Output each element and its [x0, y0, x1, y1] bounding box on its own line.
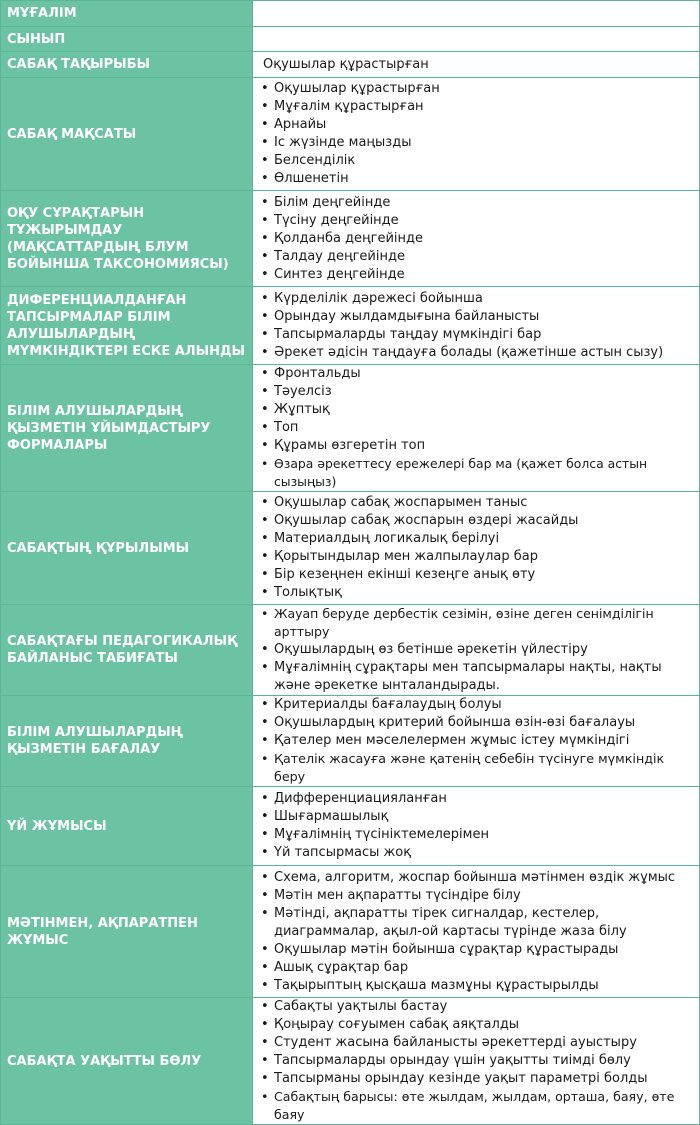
list-item: • Қателік жасауға және қатенің себебін түсінуге мүмкіндік беру: [257, 750, 695, 786]
row-pedagogical-connection: [1, 605, 700, 696]
row-content: [253, 605, 700, 696]
list-item: • Сабақты уақтылы бастау: [257, 998, 695, 1016]
row-homework: [1, 787, 700, 866]
list-item: • Құрамы өзгеретін топ: [257, 437, 695, 455]
bullet-list: [257, 696, 695, 786]
list-item: • Жұптық: [257, 401, 695, 419]
bullet-list: [257, 790, 695, 862]
list-item: • Толықтық: [257, 584, 695, 602]
list-item: • Әрекет әдісін таңдауға болады (қажетінше астын сызу): [257, 344, 695, 362]
row-content: [253, 696, 700, 787]
row-label: ОҚУ СҰРАҚТАРЫН ТҰЖЫРЫМДАУ (МАҚСАТТАРДЫҢ БЛУМ БОЙЫНША ТАКСОНОМИЯСЫ): [1, 191, 253, 287]
list-item: • Қателер мен мәселелермен жұмыс істеу мүмкіндігі: [257, 732, 695, 750]
row-content: [253, 78, 700, 191]
row-content: [253, 866, 700, 998]
row-class: [1, 27, 700, 52]
row-teacher: [1, 1, 700, 27]
list-item: • Шығармашылық: [257, 808, 695, 826]
list-item: • Үй тапсырмасы жоқ: [257, 844, 695, 862]
list-item: • Материалдың логикалық берілуі: [257, 530, 695, 548]
row-content-text: Оқушылар құрастырған: [253, 52, 700, 78]
row-content: [253, 191, 700, 287]
row-label: МӘТІНМЕН, АҚПАРАТПЕН ЖҰМЫС: [1, 866, 253, 998]
list-item: • Фронтальды: [257, 365, 695, 383]
list-item: • Сабақтың барысы: өте жылдам, жылдам, орташа, баяу, өте баяу: [257, 1088, 695, 1124]
list-item: • Оқушылар құрастырған: [257, 80, 695, 98]
list-item: • Қорытындылар мен жалпылаулар бар: [257, 548, 695, 566]
bullet-list: [257, 605, 695, 695]
list-item: • Оқушылар сабақ жоспарымен таныс: [257, 494, 695, 512]
row-lesson-goal: [1, 78, 700, 191]
list-item: • Схема, алгоритм, жоспар бойынша мәтінмен өздік жұмыс: [257, 869, 695, 887]
list-item: • Өлшенетін: [257, 170, 695, 188]
list-item: • Белсенділік: [257, 152, 695, 170]
list-item: • Іс жүзінде маңызды: [257, 134, 695, 152]
list-item: • Тәуелсіз: [257, 383, 695, 401]
list-item: • Оқушылардың өз бетінше әрекетін үйлестіру: [257, 641, 695, 659]
row-content-empty: [253, 27, 700, 52]
row-assessment: [1, 696, 700, 787]
bullet-list: [257, 194, 695, 284]
bullet-list: [257, 80, 695, 188]
bullet-list: [257, 998, 695, 1124]
list-item: • Оқушылардың критерий бойынша өзін-өзі бағалауы: [257, 714, 695, 732]
list-item: • Тапсырмаларды таңдау мүмкіндігі бар: [257, 326, 695, 344]
row-label: СЫНЫП: [1, 27, 253, 52]
row-label: МҰҒАЛІМ: [1, 1, 253, 27]
row-label: ДИФЕРЕНЦИАЛДАНҒАН ТАПСЫРМАЛАР БІЛІМ АЛУШЫЛАРДЫҢ МҮМКІНДІКТЕРІ ЕСКЕ АЛЫНДЫ: [1, 287, 253, 365]
list-item: • Мұғалімнің түсініктемелерімен: [257, 826, 695, 844]
list-item: • Мұғалім құрастырған: [257, 98, 695, 116]
row-label: САБАҚТАҒЫ ПЕДАГОГИКАЛЫҚ БАЙЛАНЫС ТАБИҒАТЫ: [1, 605, 253, 696]
list-item: • Дифференциацияланған: [257, 790, 695, 808]
row-label: БІЛІМ АЛУШЫЛАРДЫҢ ҚЫЗМЕТІН ҰЙЫМДАСТЫРУ ФОРМАЛАРЫ: [1, 365, 253, 492]
row-differentiated-tasks: [1, 287, 700, 365]
list-item: • Түсіну деңгейінде: [257, 212, 695, 230]
list-item: • Күрделілік дәрежесі бойынша: [257, 290, 695, 308]
list-item: • Қолданба деңгейінде: [257, 230, 695, 248]
row-activity-forms: [1, 365, 700, 492]
list-item: • Оқушылар мәтін бойынша сұрақтар құрастырады: [257, 941, 695, 959]
list-item: • Өзара әрекеттесу ережелері бар ма (қажет болса астын сызыңыз): [257, 455, 695, 491]
row-content: [253, 365, 700, 492]
bullet-list: [257, 365, 695, 491]
row-text-information-work: [1, 866, 700, 998]
list-item: • Тақырыптың қысқаша мазмұны құрастырылды: [257, 977, 695, 995]
row-lesson-topic: [1, 52, 700, 78]
row-label: ҮЙ ЖҰМЫСЫ: [1, 787, 253, 866]
list-item: • Білім деңгейінде: [257, 194, 695, 212]
list-item: • Топ: [257, 419, 695, 437]
row-label: САБАҚ ТАҚЫРЫБЫ: [1, 52, 253, 78]
list-item: • Мәтінді, ақпаратты тірек сигналдар, кестелер, диаграммалар, ақыл-ой картасы түрінде жаза білу: [257, 905, 695, 941]
list-item: • Критериалды бағалаудың болуы: [257, 696, 695, 714]
row-content: [253, 287, 700, 365]
list-item: • Синтез деңгейінде: [257, 266, 695, 284]
list-item: • Тапсырманы орындау кезінде уақыт параметрі болды: [257, 1070, 695, 1088]
row-label: САБАҚТА УАҚЫТТЫ БӨЛУ: [1, 998, 253, 1125]
list-item: • Студент жасына байланысты әрекеттерді ауыстыру: [257, 1034, 695, 1052]
row-label: БІЛІМ АЛУШЫЛАРДЫҢ ҚЫЗМЕТІН БАҒАЛАУ: [1, 696, 253, 787]
row-label: САБАҚ МАҚСАТЫ: [1, 78, 253, 191]
row-lesson-structure: [1, 492, 700, 605]
bullet-list: [257, 494, 695, 602]
row-time-distribution: [1, 998, 700, 1125]
list-item: • Оқушылар сабақ жоспарын өздері жасайды: [257, 512, 695, 530]
list-item: • Ашық сұрақтар бар: [257, 959, 695, 977]
list-item: • Талдау деңгейінде: [257, 248, 695, 266]
list-item: • Мұғалімнің сұрақтары мен тапсырмалары нақты, нақты және әрекетке ынталандырады.: [257, 659, 695, 695]
list-item: • Жауап беруде дербестік сезімін, өзіне деген сенімділігін арттыру: [257, 605, 695, 641]
row-content: [253, 787, 700, 866]
row-content: [253, 998, 700, 1125]
list-item: • Арнайы: [257, 116, 695, 134]
list-item: • Қоңырау соғуымен сабақ аяқталды: [257, 1016, 695, 1034]
list-item: • Бір кезеңнен екінші кезеңге анық өту: [257, 566, 695, 584]
bullet-list: [257, 290, 695, 362]
bullet-list: [257, 869, 695, 995]
row-learning-questions: [1, 191, 700, 287]
row-label: САБАҚТЫҢ ҚҰРЫЛЫМЫ: [1, 492, 253, 605]
list-item: • Тапсырмаларды орындау үшін уақытты тиімді бөлу: [257, 1052, 695, 1070]
row-content-empty: [253, 1, 700, 27]
row-content: [253, 492, 700, 605]
list-item: • Орындау жылдамдығына байланысты: [257, 308, 695, 326]
list-item: • Мәтін мен ақпаратты түсіндіре білу: [257, 887, 695, 905]
